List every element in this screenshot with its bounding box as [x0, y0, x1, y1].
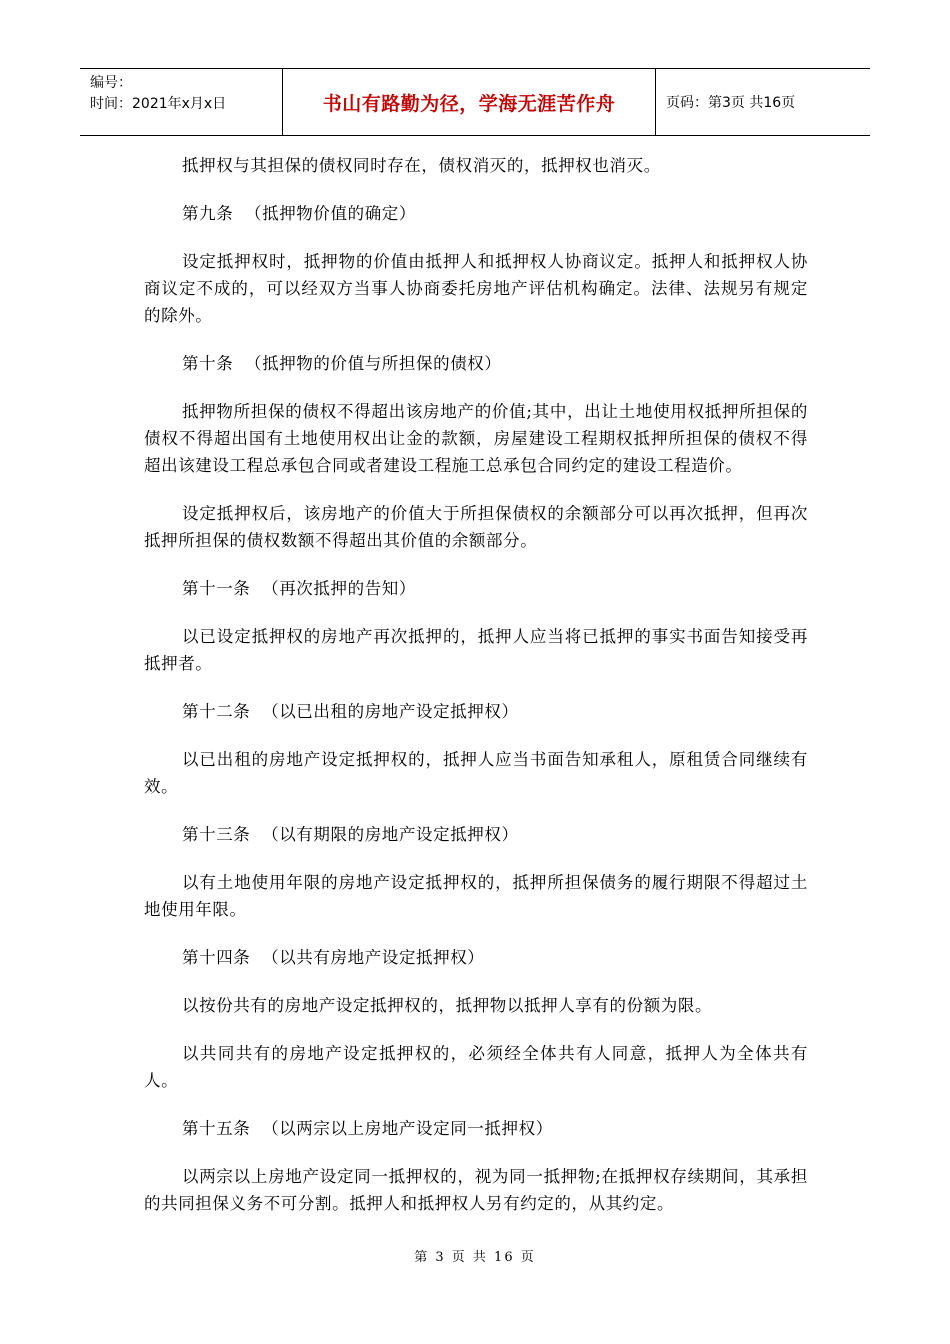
- document-header: [80, 68, 870, 136]
- document-time-label: 时间：2021年x月x日: [90, 96, 227, 112]
- page-footer: 第 3 页 共 16 页: [414, 1250, 536, 1265]
- article-heading: 第十四条 （以共有房地产设定抵押权）: [182, 948, 485, 967]
- paragraph: 设定抵押权时，抵押物的价值由抵押人和抵押权人协商议定。抵押人和抵押权人协商议定不成的，可以经双方当事人协商委托房地产评估机构确定。法律、法规另有规定的除外。: [144, 252, 808, 325]
- article-heading: 第十二条 （以已出租的房地产设定抵押权）: [182, 702, 519, 721]
- paragraph: 以已出租的房地产设定抵押权的，抵押人应当书面告知承租人，原租赁合同继续有效。: [144, 750, 808, 796]
- header-motto: 书山有路勤为径，学海无涯苦作舟: [283, 69, 656, 135]
- paragraph: 以按份共有的房地产设定抵押权的，抵押物以抵押人享有的份额为限。: [182, 996, 713, 1015]
- header-page-code: 页码：第3页 共16页: [666, 95, 796, 111]
- article-heading: 第十五条 （以两宗以上房地产设定同一抵押权）: [182, 1119, 553, 1138]
- paragraph: 以两宗以上房地产设定同一抵押权的，视为同一抵押物;在抵押权存续期间，其承担的共同担保义务不可分割。抵押人和抵押权人另有约定的，从其约定。: [144, 1167, 808, 1213]
- paragraph: 抵押权与其担保的债权同时存在，债权消灭的，抵押权也消灭。: [182, 156, 661, 175]
- paragraph: 以已设定抵押权的房地产再次抵押的，抵押人应当将已抵押的事实书面告知接受再抵押者。: [144, 627, 808, 673]
- article-heading: 第十一条 （再次抵押的告知）: [182, 579, 416, 598]
- paragraph: 设定抵押权后，该房地产的价值大于所担保债权的余额部分可以再次抵押，但再次抵押所担保的债权数额不得超出其价值的余额部分。: [144, 504, 808, 550]
- paragraph: 以共同共有的房地产设定抵押权的，必须经全体共有人同意，抵押人为全体共有人。: [144, 1044, 808, 1090]
- article-heading: 第十条 （抵押物的价值与所担保的债权）: [182, 354, 502, 373]
- document-body: [144, 152, 808, 1217]
- header-meta-cell: [80, 69, 283, 135]
- article-heading: 第十三条 （以有期限的房地产设定抵押权）: [182, 825, 519, 844]
- article-heading: 第九条 （抵押物价值的确定）: [182, 204, 416, 223]
- paragraph: 以有土地使用年限的房地产设定抵押权的，抵押所担保债务的履行期限不得超过土地使用年限。: [144, 873, 808, 919]
- document-number-label: 编号：: [90, 75, 132, 91]
- paragraph: 抵押物所担保的债权不得超出该房地产的价值;其中，出让土地使用权抵押所担保的债权不得超出国有土地使用权出让金的款额，房屋建设工程期权抵押所担保的债权不得超出该建设工程总承包合同或者建设工程施工总承包合同约定的建设工程造价。: [144, 402, 808, 475]
